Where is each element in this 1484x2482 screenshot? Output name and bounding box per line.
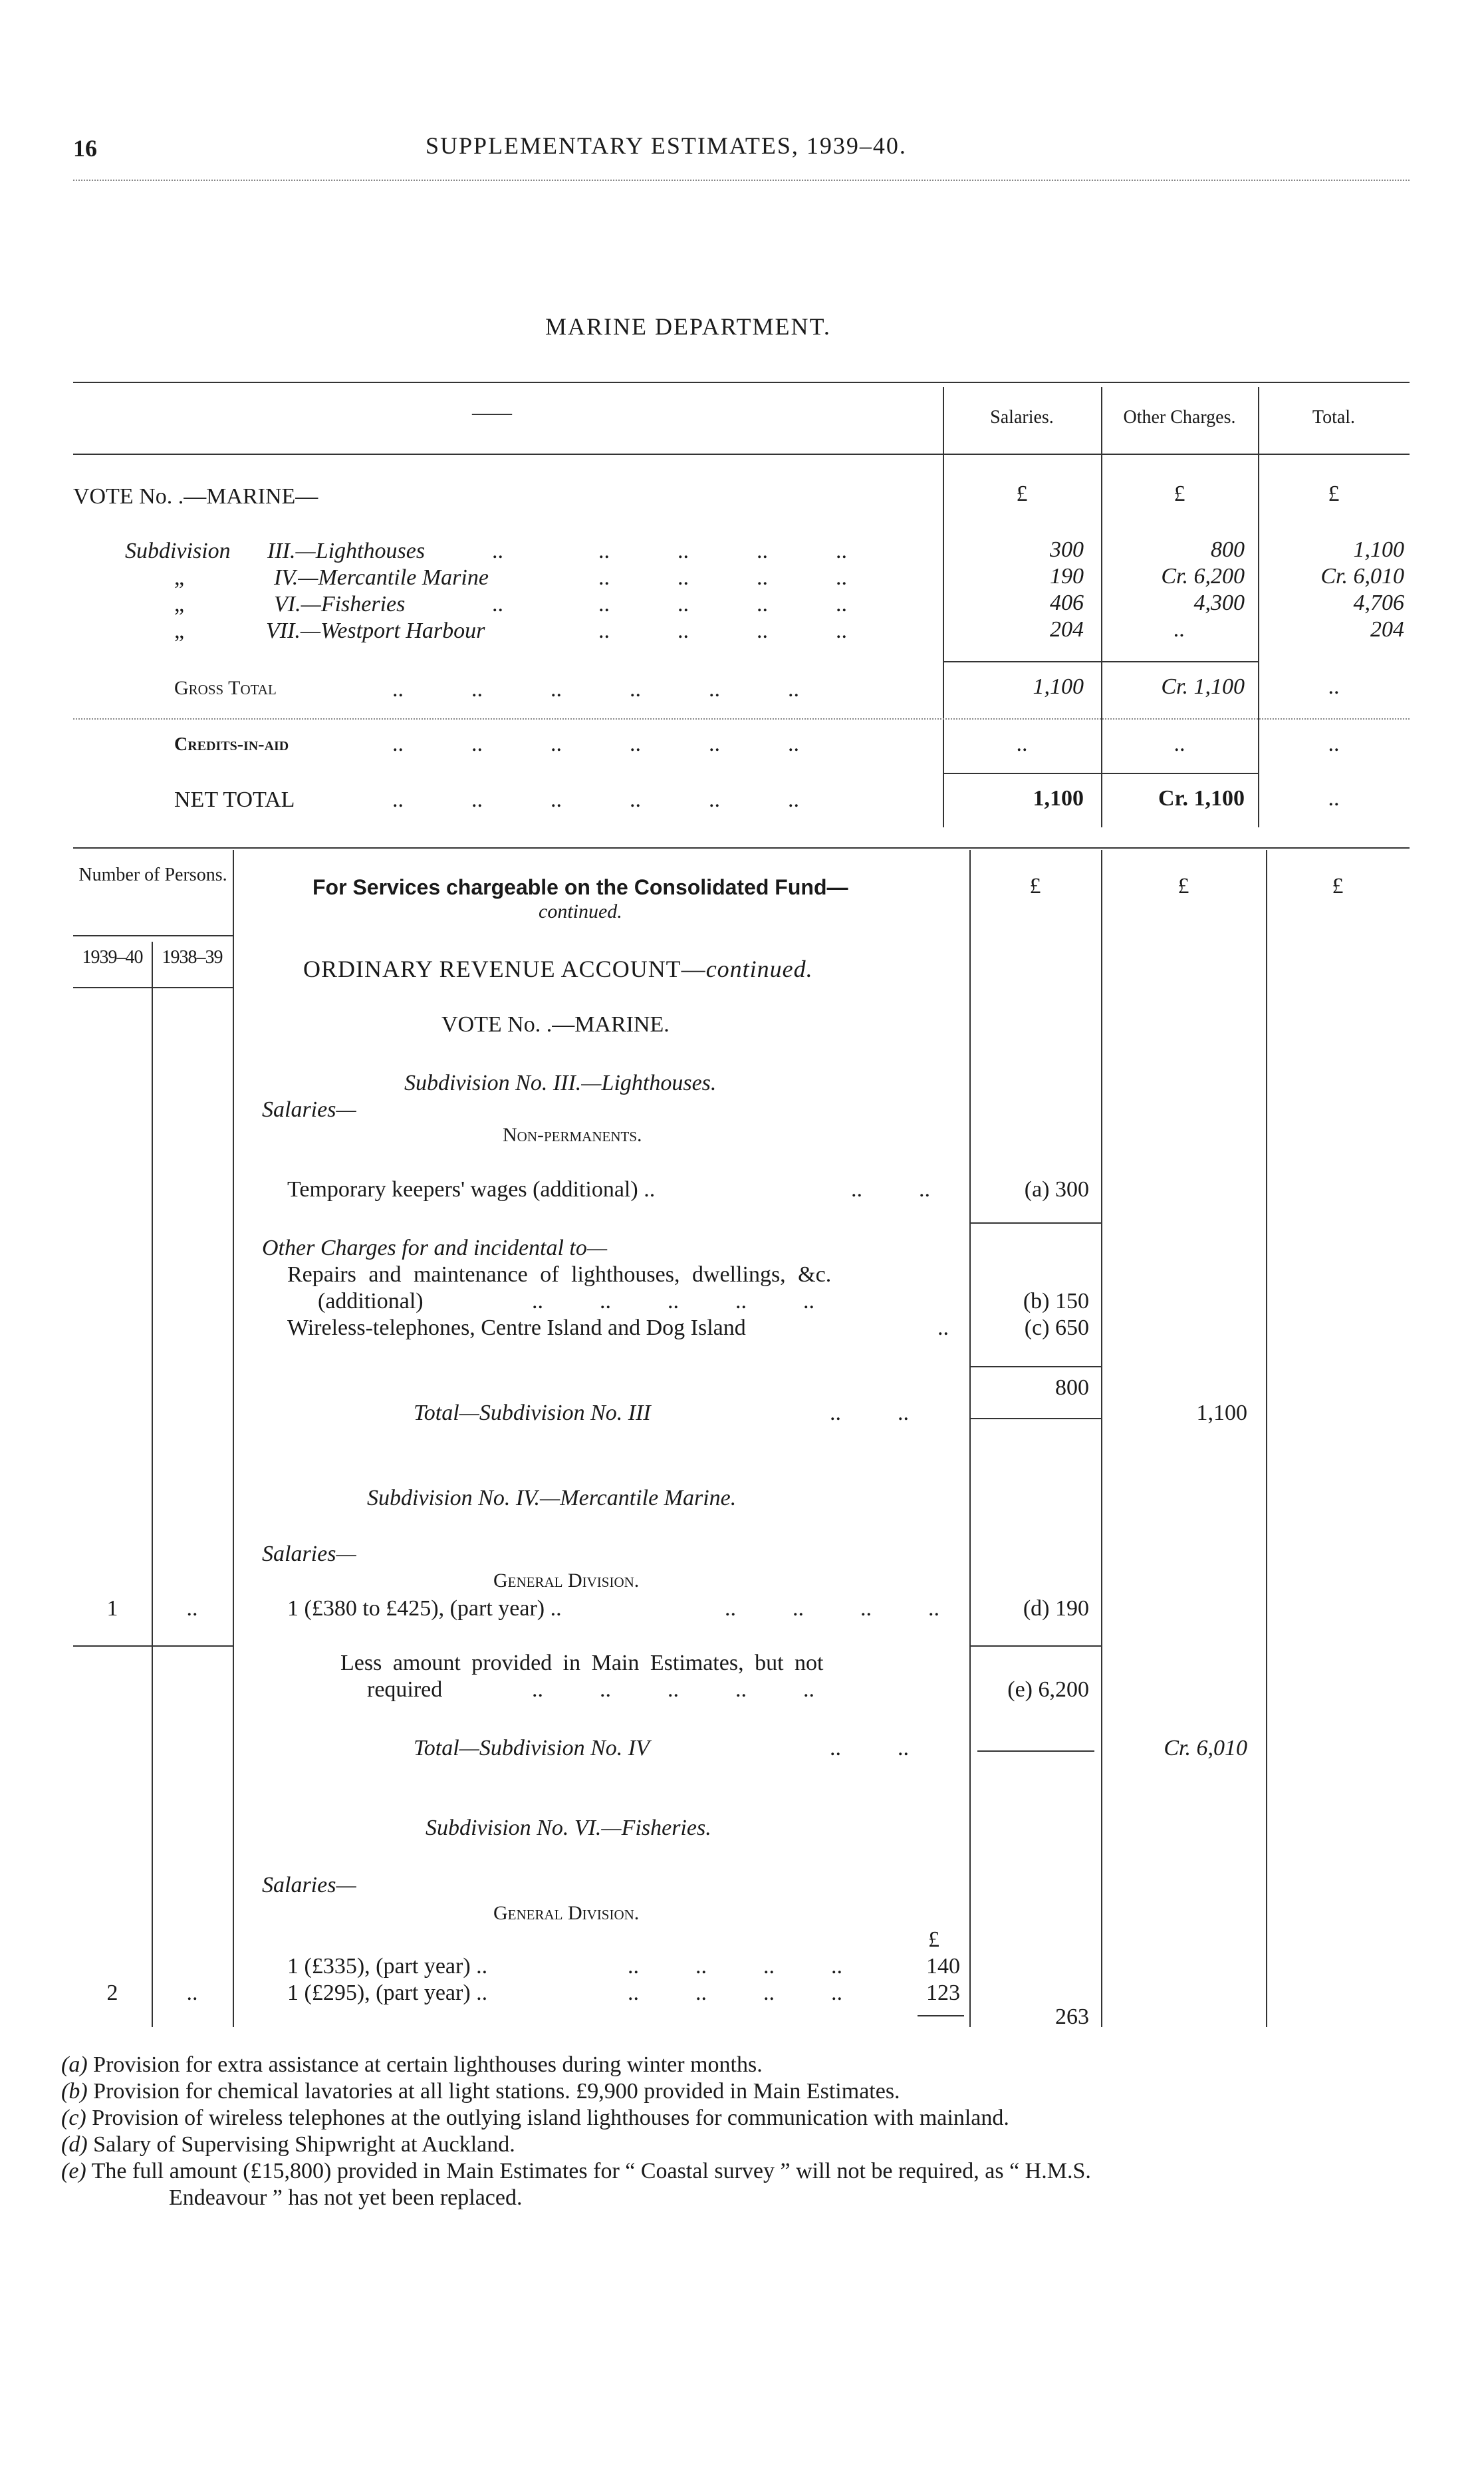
net-total-label: NET TOTAL <box>174 787 295 812</box>
col-header-other: Other Charges. <box>1123 407 1236 428</box>
sub3-repairs-amount: (b) 150 <box>1023 1289 1089 1313</box>
summary-row-label: III.—Lighthouses <box>267 539 426 563</box>
sub6-pound: £ <box>928 1927 939 1952</box>
sub3-repairs-line1: Repairs and maintenance of lighthouses, dwellings, &c. <box>287 1262 832 1287</box>
summary-salaries: 204 <box>1050 617 1084 642</box>
credits-salaries: .. <box>1016 732 1028 756</box>
net-total: .. <box>1328 786 1340 811</box>
sub3-heading: Subdivision No. III.—Lighthouses. <box>404 1071 717 1095</box>
page-header-title: SUPPLEMENTARY ESTIMATES, 1939–40. <box>426 132 907 159</box>
summary-other: Cr. 6,200 <box>1161 564 1245 589</box>
footnote-text: Provision of wireless telephones at the outlying island lighthouses for communication with mainland. <box>92 2106 1009 2130</box>
footnote-mark: (a) <box>61 2052 88 2077</box>
sub3-nonperm: Non-permanents. <box>503 1124 642 1146</box>
account-heading <box>303 955 813 983</box>
sub6-line2: 1 (£295), (part year) .. <box>287 1981 488 2005</box>
summary-total: 204 <box>1370 617 1404 642</box>
summary-row-label: IV.—Mercantile Marine <box>274 565 489 590</box>
page-number: 16 <box>73 135 97 162</box>
summary-row-label: VI.—Fisheries <box>274 592 406 617</box>
account-continued: continued. <box>705 956 813 982</box>
gross-salaries: 1,100 <box>1033 674 1084 699</box>
ditto-mark: „ <box>174 619 185 643</box>
sub3-wireless: Wireless-telephones, Centre Island and Dog Island <box>287 1315 746 1340</box>
sub6-persons-1938: .. <box>186 1981 198 2005</box>
sub4-general-division: General Division. <box>493 1570 640 1591</box>
sub3-other-charges: Other Charges for and incidental to— <box>262 1236 608 1260</box>
pound-other-detail: £ <box>1177 874 1189 898</box>
sub4-line: 1 (£380 to £425), (part year) .. <box>287 1596 562 1621</box>
sub4-salaries-label: Salaries— <box>262 1542 356 1566</box>
persons-header: Number of Persons. <box>78 865 227 885</box>
sub3-total-label: Total—Subdivision No. III <box>414 1401 651 1425</box>
sub6-salaries-label: Salaries— <box>262 1873 356 1897</box>
sub3-salaries-label: Salaries— <box>262 1097 356 1122</box>
sub3-temp-keepers: Temporary keepers' wages (additional) .. <box>287 1177 656 1202</box>
ditto-mark: „ <box>174 565 185 590</box>
summary-row-label: VII.—Westport Harbour <box>266 619 485 643</box>
footnote-text: Salary of Supervising Shipwright at Auckland. <box>93 2132 515 2157</box>
summary-other: 4,300 <box>1193 591 1245 615</box>
summary-total: Cr. 6,010 <box>1320 564 1404 589</box>
subdivision-word: Subdivision <box>125 539 231 563</box>
summary-total: 1,100 <box>1353 537 1404 562</box>
pound-total-detail: £ <box>1332 874 1344 898</box>
year-current-header: 1939–40 <box>82 947 143 968</box>
year-previous-header: 1938–39 <box>162 947 223 968</box>
footnote-item <box>61 2159 1091 2184</box>
account-heading-text: ORDINARY REVENUE ACCOUNT— <box>303 956 706 982</box>
summary-salaries: 300 <box>1050 537 1084 562</box>
sub4-less-line1: Less amount provided in Main Estimates, but not <box>340 1651 824 1675</box>
footnote-text: Provision for chemical lavatories at all light stations. £9,900 provided in Main Estimates. <box>93 2079 900 2104</box>
header-rule <box>73 180 1410 181</box>
sub6-general-division: General Division. <box>493 1902 640 1924</box>
footnote-continuation: Endeavour ” has not yet been replaced. <box>169 2185 523 2210</box>
fund-heading: For Services chargeable on the Consolidated Fund— <box>312 875 848 899</box>
footnote-item <box>61 2106 1009 2131</box>
col-header-stub: —— <box>472 402 512 424</box>
ditto-mark: „ <box>174 592 185 617</box>
pound-total: £ <box>1328 482 1340 506</box>
gross-other: Cr. 1,100 <box>1161 674 1245 699</box>
summary-salaries: 406 <box>1050 591 1084 615</box>
sub6-line2-amount: 123 <box>926 1981 960 2005</box>
gross-total: .. <box>1328 674 1340 699</box>
footnote-mark: (c) <box>61 2106 86 2130</box>
sub3-temp-keepers-amount: (a) 300 <box>1024 1177 1089 1202</box>
footnote-mark: (b) <box>61 2079 88 2104</box>
sub3-total-amount: 1,100 <box>1196 1401 1247 1425</box>
sub4-total-amount: Cr. 6,010 <box>1164 1736 1247 1760</box>
credits-in-aid-label: Credits-in-aid <box>174 734 289 755</box>
sub4-line-amount: (d) 190 <box>1023 1596 1089 1621</box>
gross-total-label: Gross Total <box>174 677 277 699</box>
footnote-mark: (e) <box>61 2159 86 2183</box>
footnote-item <box>61 2079 900 2104</box>
sub3-subtotal: 800 <box>1055 1375 1089 1400</box>
credits-other: .. <box>1174 732 1185 756</box>
col-header-total: Total. <box>1312 407 1356 428</box>
footnote-item <box>61 2052 763 2078</box>
fund-continued: continued. <box>539 900 622 922</box>
summary-other: 800 <box>1211 537 1245 562</box>
sub4-less-line2: required <box>367 1677 443 1702</box>
credits-total: .. <box>1328 732 1340 756</box>
sub6-subtotal: 263 <box>1055 2004 1089 2029</box>
summary-other: .. <box>1174 617 1185 642</box>
sub4-heading: Subdivision No. IV.—Mercantile Marine. <box>367 1486 737 1510</box>
sub4-persons-1938: .. <box>186 1596 198 1621</box>
sub6-line1: 1 (£335), (part year) .. <box>287 1954 488 1979</box>
vote-title: VOTE No. .—MARINE— <box>73 484 318 509</box>
footnote-item <box>61 2132 515 2157</box>
pound-other: £ <box>1174 482 1185 506</box>
sub6-heading: Subdivision No. VI.—Fisheries. <box>426 1816 711 1840</box>
leader-dots: .. <box>492 539 503 563</box>
detail-vote-line: VOTE No. .—MARINE. <box>441 1012 670 1037</box>
pound-salaries-detail: £ <box>1029 874 1041 898</box>
sub3-wireless-amount: (c) 650 <box>1024 1315 1089 1340</box>
sub4-total-label: Total—Subdivision No. IV <box>414 1736 650 1760</box>
sub6-line1-amount: 140 <box>926 1954 960 1979</box>
footnote-text: Provision for extra assistance at certain lighthouses during winter months. <box>93 2052 763 2077</box>
sub4-persons-1939: 1 <box>106 1596 118 1621</box>
footnote-text: The full amount (£15,800) provided in Main Estimates for “ Coastal survey ” will not be required, as “ H.M.S. <box>91 2159 1091 2183</box>
sub6-persons-1939: 2 <box>106 1981 118 2005</box>
pound-salaries: £ <box>1016 482 1028 506</box>
footnote-mark: (d) <box>61 2132 88 2157</box>
summary-total: 4,706 <box>1353 591 1404 615</box>
summary-salaries: 190 <box>1050 564 1084 589</box>
sub4-less-amount: (e) 6,200 <box>1007 1677 1089 1702</box>
department-title: MARINE DEPARTMENT. <box>545 313 831 340</box>
net-salaries: 1,100 <box>1033 786 1084 811</box>
sub3-repairs-line2: (additional) <box>318 1289 424 1313</box>
col-header-salaries: Salaries. <box>990 407 1054 428</box>
net-other: Cr. 1,100 <box>1158 786 1245 811</box>
